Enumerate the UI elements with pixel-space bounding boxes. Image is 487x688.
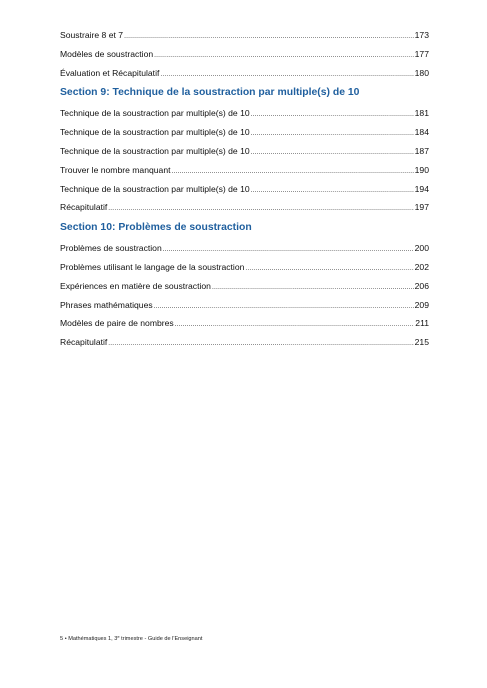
toc-entry[interactable] bbox=[60, 333, 429, 352]
section-heading[interactable]: Section 9: Technique de la soustraction par multiple(s) de 10 bbox=[60, 87, 360, 99]
toc-leader-dots bbox=[251, 144, 414, 163]
toc-leader-dots bbox=[212, 279, 414, 298]
toc-entry[interactable] bbox=[60, 123, 429, 142]
toc-entry[interactable] bbox=[60, 277, 429, 296]
footer-title bbox=[68, 636, 202, 642]
toc-entry-title: Récapitulatif bbox=[60, 337, 108, 348]
footer-title-superscript: e bbox=[117, 634, 120, 639]
toc-entry-title: Trouver le nombre manquant bbox=[60, 164, 171, 175]
toc-entry-page: 181 bbox=[414, 108, 429, 119]
toc-entry-title: Soustraire 8 et 7 bbox=[60, 30, 124, 40]
toc-entry-title: Technique de la soustraction par multiple(s) de 10 bbox=[60, 127, 250, 138]
toc-entry[interactable] bbox=[60, 64, 429, 83]
toc-entry-page: 190 bbox=[414, 164, 429, 175]
toc-leader-dots bbox=[108, 335, 413, 354]
table-of-contents bbox=[60, 26, 429, 352]
toc-leader-dots bbox=[175, 316, 415, 335]
toc-entry-page: 197 bbox=[414, 202, 429, 213]
toc-entry-title: Technique de la soustraction par multiple(s) de 10 bbox=[60, 145, 250, 156]
toc-entry-page: 177 bbox=[414, 48, 429, 59]
toc-entry[interactable] bbox=[60, 142, 429, 161]
footer-title-main: Mathématiques 1, 3 bbox=[68, 636, 118, 642]
toc-entry-page: 209 bbox=[414, 299, 429, 310]
toc-entry-title: Expériences en matière de soustraction bbox=[60, 280, 211, 291]
section-heading[interactable]: Section 10: Problèmes de soustraction bbox=[60, 222, 252, 234]
toc-leader-dots bbox=[251, 106, 414, 125]
toc-entry-title: Technique de la soustraction par multiple(s) de 10 bbox=[60, 108, 250, 119]
toc-leader-dots bbox=[245, 260, 413, 279]
toc-entry-page: 211 bbox=[415, 318, 429, 329]
toc-entry[interactable] bbox=[60, 104, 429, 123]
toc-entry-title: Évaluation et Récapitulatif bbox=[60, 67, 160, 78]
toc-entry[interactable] bbox=[60, 45, 429, 64]
footer-title-rest: trimestre - Guide de l'Enseignant bbox=[119, 636, 203, 642]
toc-leader-dots bbox=[154, 47, 414, 66]
toc-leader-dots bbox=[154, 298, 414, 317]
toc-entry-page: 180 bbox=[414, 67, 429, 78]
toc-leader-dots bbox=[251, 182, 414, 201]
toc-entry-page: 184 bbox=[414, 127, 429, 138]
toc-entry-page: 202 bbox=[414, 261, 429, 272]
toc-entry-page: 173 bbox=[414, 30, 429, 40]
toc-entry-title: Problèmes utilisant le langage de la soustraction bbox=[60, 261, 245, 272]
toc-entry-title: Modèles de soustraction bbox=[60, 48, 154, 59]
toc-entry[interactable] bbox=[60, 296, 429, 315]
toc-entry-title: Technique de la soustraction par multiple(s) de 10 bbox=[60, 183, 250, 194]
toc-entry-page: 215 bbox=[414, 337, 429, 348]
toc-entry[interactable] bbox=[60, 258, 429, 277]
toc-entry-page: 194 bbox=[414, 183, 429, 194]
toc-entry[interactable] bbox=[60, 180, 429, 199]
toc-entry-title: Modèles de paire de nombres bbox=[60, 318, 174, 329]
footer-bullet: • bbox=[64, 636, 67, 642]
toc-entry[interactable] bbox=[60, 26, 429, 45]
toc-entry[interactable] bbox=[60, 198, 429, 217]
toc-entry-page: 187 bbox=[414, 145, 429, 156]
toc-entry-page: 200 bbox=[414, 243, 429, 254]
page-footer bbox=[60, 634, 202, 642]
toc-entry[interactable] bbox=[60, 314, 429, 333]
toc-entry-title: Récapitulatif bbox=[60, 202, 108, 213]
toc-entry-page: 206 bbox=[414, 280, 429, 291]
footer-page-number: 5 bbox=[60, 636, 64, 642]
toc-leader-dots bbox=[251, 125, 414, 144]
toc-entry-title: Problèmes de soustraction bbox=[60, 243, 162, 254]
toc-entry[interactable] bbox=[60, 161, 429, 180]
toc-leader-dots bbox=[124, 28, 414, 47]
toc-entry[interactable] bbox=[60, 239, 429, 258]
toc-entry-title: Phrases mathématiques bbox=[60, 299, 153, 310]
